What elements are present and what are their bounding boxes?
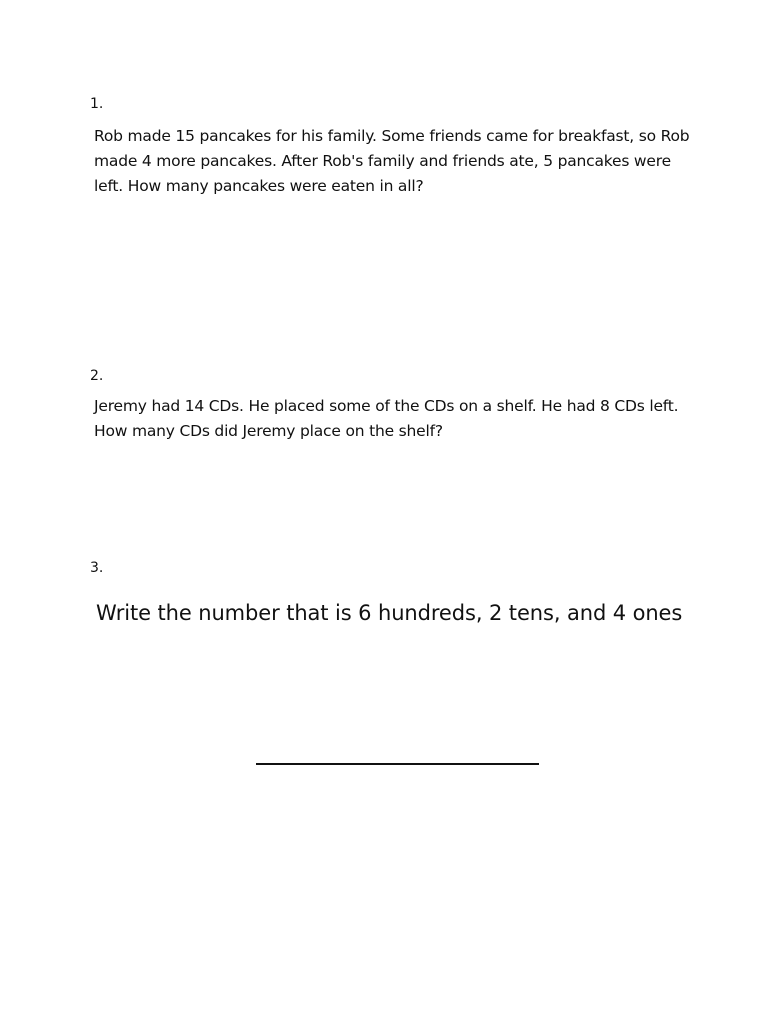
question-1-number: 1. [90, 96, 104, 112]
question-3-text: Write the number that is 6 hundreds, 2 tens, and 4 ones [96, 601, 683, 625]
answer-line [256, 763, 539, 765]
question-3-number: 3. [90, 560, 104, 576]
question-2-text: Jeremy had 14 CDs. He placed some of the CDs on a shelf. He had 8 CDs left. How many CDs did Jeremy place on the shelf? [94, 397, 679, 440]
question-2-number: 2. [90, 368, 104, 384]
question-1-text: Rob made 15 pancakes for his family. Some friends came for breakfast, so Rob made 4 more pancakes. After Rob's family and friends ate, 5 pancakes were left. How many pancakes were eaten in all? [94, 127, 690, 195]
